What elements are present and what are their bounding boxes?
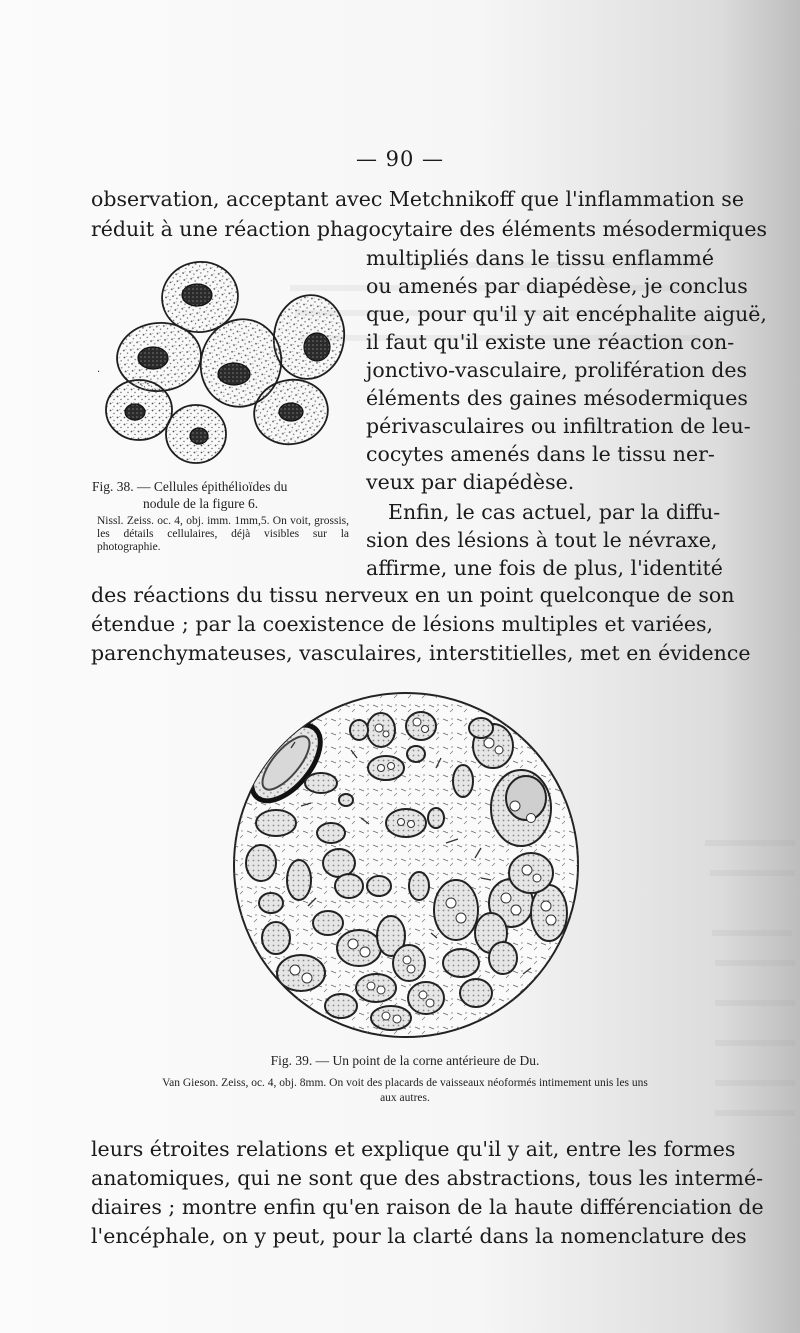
body-line: l'encéphale, on y peut, pour la clarté dans la nomenclature des — [91, 1224, 747, 1248]
body-line: sion des lésions à tout le névraxe, — [366, 528, 718, 552]
body-line: anatomiques, qui ne sont que des abstractions, tous les intermé- — [91, 1166, 764, 1190]
figure-39-anterior-horn-section — [231, 688, 581, 1043]
body-line: Enfin, le cas actuel, par la diffu- — [388, 500, 721, 524]
svg-text:·: · — [97, 367, 101, 378]
figure-38-epithelioid-cells — [95, 255, 355, 470]
body-line: leurs étroites relations et explique qu'il y ait, entre les formes — [91, 1137, 736, 1161]
figure-38-caption-title: Fig. 38. — Cellules épithélioïdes du — [92, 479, 288, 494]
body-line: périvasculaires ou infiltration de leu- — [366, 414, 751, 438]
body-line: veux par diapédèse. — [366, 470, 575, 494]
figure-38-caption-title-cont: nodule de la figure 6. — [143, 496, 259, 511]
body-line: étendue ; par la coexistence de lésions multiples et variées, — [91, 612, 713, 636]
body-line: diaires ; montre enfin qu'en raison de la haute différenciation de — [91, 1195, 764, 1219]
body-line: réduit à une réaction phagocytaire des éléments mésodermiques — [91, 217, 768, 241]
body-line: des réactions du tissu nerveux en un point quelconque de son — [91, 583, 735, 607]
body-line: multipliés dans le tissu enflammé — [366, 246, 714, 270]
body-line: éléments des gaines mésodermiques — [366, 386, 748, 410]
figure-39-caption-title: Fig. 39. — Un point de la corne antérieure de Du. — [270, 1053, 540, 1068]
body-line: que, pour qu'il y ait encéphalite aiguë, — [366, 302, 767, 326]
figure-39-caption-body: Van Gieson. Zeiss, oc. 4, obj. 8mm. On voit des placards de vaisseaux néoformés intimement unis les uns — [162, 1077, 648, 1089]
body-line: jonctivo-vasculaire, prolifération des — [366, 358, 748, 382]
figure-39-caption-body-cont: aux autres. — [380, 1092, 430, 1104]
body-line: observation, acceptant avec Metchnikoff que l'inflammation se — [91, 187, 744, 211]
figure-38-caption-body: Nissl. Zeiss. oc. 4, obj. imm. 1mm,5. On voit, grossis, les détails cellulaires, déjà visibles sur la photographie. — [97, 515, 349, 553]
body-line: affirme, une fois de plus, l'identité — [366, 556, 723, 580]
page-number: — 90 — — [355, 147, 445, 171]
body-line: parenchymateuses, vasculaires, interstitielles, met en évidence — [91, 641, 751, 665]
body-line: cocytes amenés dans le tissu ner- — [366, 442, 715, 466]
body-line: ou amenés par diapédèse, je conclus — [366, 274, 748, 298]
body-line: il faut qu'il existe une réaction con- — [366, 330, 735, 354]
